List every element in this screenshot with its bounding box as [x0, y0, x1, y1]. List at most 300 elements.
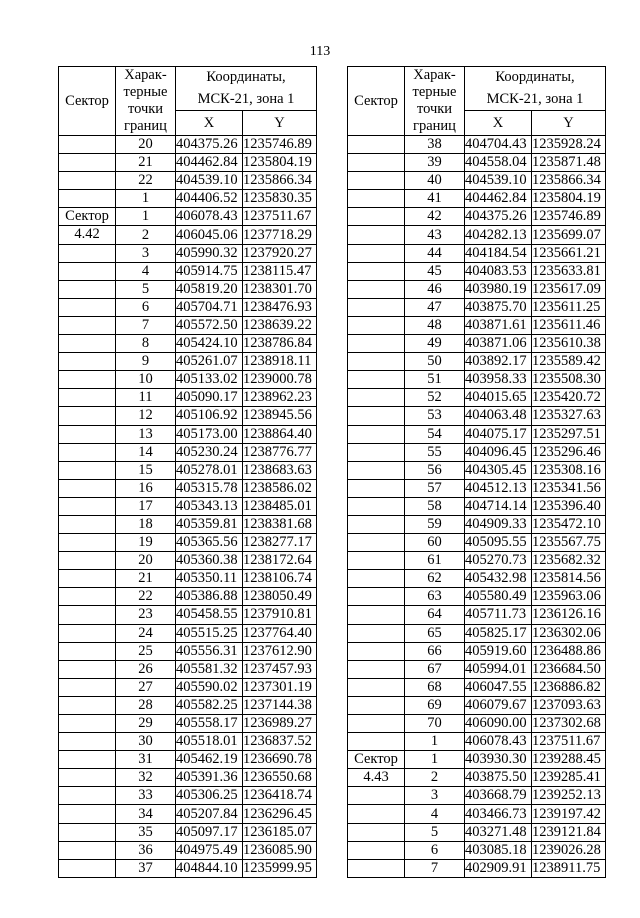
x-coordinate-cell: 405580.49	[465, 588, 532, 606]
x-coordinate-cell: 405462.19	[176, 751, 243, 769]
x-coordinate-cell: 405581.32	[176, 660, 243, 678]
sector-cell	[348, 407, 405, 425]
point-number-cell: 52	[405, 389, 465, 407]
point-number-cell: 55	[405, 443, 465, 461]
y-coordinate-cell: 1237301.19	[243, 678, 317, 696]
sector-cell	[59, 570, 116, 588]
sector-cell	[59, 606, 116, 624]
point-number-cell: 14	[116, 443, 176, 461]
sector-cell	[59, 787, 116, 805]
y-coordinate-cell: 1236302.06	[532, 624, 606, 642]
y-coordinate-cell: 1237093.63	[532, 696, 606, 714]
y-coordinate-cell: 1237718.29	[243, 226, 317, 244]
sector-cell	[59, 515, 116, 533]
table-row	[348, 371, 606, 389]
table-row	[348, 751, 606, 769]
sector-cell	[59, 859, 116, 877]
point-number-cell: 5	[405, 823, 465, 841]
x-coordinate-cell: 405365.56	[176, 534, 243, 552]
sector-cell	[348, 552, 405, 570]
sector-cell	[59, 316, 116, 334]
table-row	[348, 696, 606, 714]
table-row	[348, 841, 606, 859]
sector-cell	[59, 841, 116, 859]
point-number-cell: 28	[116, 696, 176, 714]
x-coordinate-cell: 406045.06	[176, 226, 243, 244]
x-coordinate-cell: 406078.43	[176, 208, 243, 226]
y-coordinate-cell: 1236886.82	[532, 678, 606, 696]
table-row	[59, 479, 317, 497]
sector-cell	[59, 425, 116, 443]
table-row	[348, 497, 606, 515]
sector-cell	[348, 497, 405, 515]
x-coordinate-cell: 405230.24	[176, 443, 243, 461]
x-coordinate-cell: 404844.10	[176, 859, 243, 877]
point-number-cell: 1	[116, 190, 176, 208]
table-row	[59, 497, 317, 515]
point-number-cell: 37	[116, 859, 176, 877]
x-coordinate-cell: 405106.92	[176, 407, 243, 425]
y-coordinate-cell: 1238381.68	[243, 515, 317, 533]
table-row	[59, 425, 317, 443]
point-number-cell: 54	[405, 425, 465, 443]
sector-cell	[348, 678, 405, 696]
x-coordinate-cell: 404462.84	[176, 154, 243, 172]
table-row	[59, 226, 317, 244]
y-coordinate-cell: 1237511.67	[532, 733, 606, 751]
point-number-cell: 5	[116, 280, 176, 298]
point-number-cell: 2	[116, 226, 176, 244]
table-row	[59, 244, 317, 262]
y-coordinate-cell: 1235611.25	[532, 298, 606, 316]
y-coordinate-cell: 1235928.24	[532, 136, 606, 154]
sector-cell	[348, 226, 405, 244]
y-coordinate-cell: 1238106.74	[243, 570, 317, 588]
y-coordinate-cell: 1235508.30	[532, 371, 606, 389]
point-number-cell: 44	[405, 244, 465, 262]
point-number-cell: 62	[405, 570, 465, 588]
x-coordinate-cell: 405095.55	[465, 534, 532, 552]
point-number-cell: 21	[116, 570, 176, 588]
x-coordinate-cell: 405386.88	[176, 588, 243, 606]
coordinates-table-right	[347, 66, 606, 878]
table-row	[59, 570, 317, 588]
sector-cell: Сектор	[348, 751, 405, 769]
y-coordinate-cell: 1236690.78	[243, 751, 317, 769]
point-number-cell: 50	[405, 353, 465, 371]
table-row	[348, 136, 606, 154]
table-row	[348, 733, 606, 751]
y-coordinate-cell: 1235341.56	[532, 479, 606, 497]
x-coordinate-cell: 403875.70	[465, 298, 532, 316]
table-row	[59, 624, 317, 642]
table-row	[59, 389, 317, 407]
x-coordinate-cell: 403980.19	[465, 280, 532, 298]
y-coordinate-cell: 1235472.10	[532, 515, 606, 533]
table-row	[59, 335, 317, 353]
table-row	[348, 859, 606, 877]
point-number-cell: 8	[116, 335, 176, 353]
table-row	[348, 588, 606, 606]
sector-cell	[59, 678, 116, 696]
header-x: X	[465, 111, 532, 136]
sector-cell	[348, 660, 405, 678]
x-coordinate-cell: 405515.25	[176, 624, 243, 642]
sector-cell	[348, 154, 405, 172]
x-coordinate-cell: 405315.78	[176, 479, 243, 497]
sector-cell	[59, 733, 116, 751]
table-row	[348, 642, 606, 660]
table-row	[59, 407, 317, 425]
table-row	[348, 570, 606, 588]
point-number-cell: 48	[405, 316, 465, 334]
sector-cell	[59, 407, 116, 425]
sector-cell	[59, 624, 116, 642]
x-coordinate-cell: 403271.48	[465, 823, 532, 841]
point-number-cell: 40	[405, 172, 465, 190]
x-coordinate-cell: 405590.02	[176, 678, 243, 696]
table-row	[59, 316, 317, 334]
sector-cell	[348, 534, 405, 552]
table-row	[348, 335, 606, 353]
point-number-cell: 67	[405, 660, 465, 678]
sector-cell	[348, 244, 405, 262]
sector-cell	[348, 208, 405, 226]
y-coordinate-cell: 1235617.09	[532, 280, 606, 298]
y-coordinate-cell: 1239288.45	[532, 751, 606, 769]
point-number-cell: 66	[405, 642, 465, 660]
point-number-cell: 10	[116, 371, 176, 389]
point-number-cell: 59	[405, 515, 465, 533]
x-coordinate-cell: 405343.13	[176, 497, 243, 515]
x-coordinate-cell: 405556.31	[176, 642, 243, 660]
y-coordinate-cell: 1237511.67	[243, 208, 317, 226]
y-coordinate-cell: 1235610.38	[532, 335, 606, 353]
sector-cell	[348, 389, 405, 407]
sector-cell	[348, 588, 405, 606]
table-row	[348, 190, 606, 208]
point-number-cell: 68	[405, 678, 465, 696]
table-row	[59, 588, 317, 606]
header-boundary-points: Харак- терные точки границ	[405, 67, 465, 136]
x-coordinate-cell: 406090.00	[465, 715, 532, 733]
table-row	[59, 298, 317, 316]
y-coordinate-cell: 1235866.34	[243, 172, 317, 190]
y-coordinate-cell: 1235804.19	[532, 190, 606, 208]
page-number: 113	[309, 44, 331, 59]
y-coordinate-cell: 1236126.16	[532, 606, 606, 624]
y-coordinate-cell: 1237910.81	[243, 606, 317, 624]
x-coordinate-cell: 405270.73	[465, 552, 532, 570]
table-row	[59, 606, 317, 624]
x-coordinate-cell: 405207.84	[176, 805, 243, 823]
table-row	[348, 172, 606, 190]
sector-cell: 4.42	[59, 226, 116, 244]
y-coordinate-cell: 1237612.90	[243, 642, 317, 660]
y-coordinate-cell: 1238301.70	[243, 280, 317, 298]
point-number-cell: 53	[405, 407, 465, 425]
sector-cell	[59, 751, 116, 769]
x-coordinate-cell: 405097.17	[176, 823, 243, 841]
x-coordinate-cell: 404282.13	[465, 226, 532, 244]
sector-cell	[59, 172, 116, 190]
point-number-cell: 27	[116, 678, 176, 696]
header-coordinate-system: МСК-21, зона 1	[465, 89, 606, 111]
point-number-cell: 17	[116, 497, 176, 515]
sector-cell	[59, 660, 116, 678]
table-row	[348, 353, 606, 371]
header-boundary-points: Харак- терные точки границ	[116, 67, 176, 136]
header-sector: Сектор	[59, 67, 116, 136]
sector-cell	[348, 461, 405, 479]
x-coordinate-cell: 405914.75	[176, 262, 243, 280]
point-number-cell: 3	[405, 787, 465, 805]
table-row	[348, 823, 606, 841]
y-coordinate-cell: 1239252.13	[532, 787, 606, 805]
sector-cell: 4.43	[348, 769, 405, 787]
y-coordinate-cell: 1238911.75	[532, 859, 606, 877]
x-coordinate-cell: 405558.17	[176, 715, 243, 733]
x-coordinate-cell: 403668.79	[465, 787, 532, 805]
table-row	[348, 443, 606, 461]
x-coordinate-cell: 405994.01	[465, 660, 532, 678]
header-y: Y	[532, 111, 606, 136]
sector-cell	[59, 715, 116, 733]
y-coordinate-cell: 1235611.46	[532, 316, 606, 334]
y-coordinate-cell: 1238172.64	[243, 552, 317, 570]
table-row	[59, 769, 317, 787]
table-row	[348, 316, 606, 334]
point-number-cell: 61	[405, 552, 465, 570]
table-row	[59, 859, 317, 877]
y-coordinate-cell: 1239121.84	[532, 823, 606, 841]
header-coordinates: Координаты,	[465, 67, 606, 89]
point-number-cell: 65	[405, 624, 465, 642]
point-number-cell: 12	[116, 407, 176, 425]
y-coordinate-cell: 1235963.06	[532, 588, 606, 606]
sector-cell	[59, 461, 116, 479]
x-coordinate-cell: 404063.48	[465, 407, 532, 425]
sector-cell	[348, 841, 405, 859]
point-number-cell: 30	[116, 733, 176, 751]
x-coordinate-cell: 405090.17	[176, 389, 243, 407]
sector-cell	[59, 154, 116, 172]
point-number-cell: 70	[405, 715, 465, 733]
point-number-cell: 43	[405, 226, 465, 244]
y-coordinate-cell: 1236296.45	[243, 805, 317, 823]
table-row	[348, 534, 606, 552]
x-coordinate-cell: 403892.17	[465, 353, 532, 371]
y-coordinate-cell: 1239285.41	[532, 769, 606, 787]
table-row	[348, 154, 606, 172]
y-coordinate-cell: 1238277.17	[243, 534, 317, 552]
x-coordinate-cell: 406078.43	[465, 733, 532, 751]
y-coordinate-cell: 1235746.89	[532, 208, 606, 226]
sector-cell	[59, 262, 116, 280]
table-row	[59, 715, 317, 733]
point-number-cell: 60	[405, 534, 465, 552]
x-coordinate-cell: 405350.11	[176, 570, 243, 588]
point-number-cell: 26	[116, 660, 176, 678]
x-coordinate-cell: 402909.91	[465, 859, 532, 877]
table-row	[59, 534, 317, 552]
y-coordinate-cell: 1238776.77	[243, 443, 317, 461]
point-number-cell: 36	[116, 841, 176, 859]
point-number-cell: 6	[405, 841, 465, 859]
point-number-cell: 22	[116, 172, 176, 190]
sector-cell	[348, 570, 405, 588]
table-row	[59, 823, 317, 841]
sector-cell	[348, 715, 405, 733]
point-number-cell: 38	[405, 136, 465, 154]
y-coordinate-cell: 1235830.35	[243, 190, 317, 208]
y-coordinate-cell: 1238786.84	[243, 335, 317, 353]
point-number-cell: 16	[116, 479, 176, 497]
x-coordinate-cell: 404096.45	[465, 443, 532, 461]
point-number-cell: 46	[405, 280, 465, 298]
sector-cell	[348, 172, 405, 190]
y-coordinate-cell: 1235327.63	[532, 407, 606, 425]
sector-cell	[59, 136, 116, 154]
y-coordinate-cell: 1239197.42	[532, 805, 606, 823]
x-coordinate-cell: 404512.13	[465, 479, 532, 497]
y-coordinate-cell: 1235871.48	[532, 154, 606, 172]
y-coordinate-cell: 1235682.32	[532, 552, 606, 570]
y-coordinate-cell: 1238864.40	[243, 425, 317, 443]
x-coordinate-cell: 405582.25	[176, 696, 243, 714]
header-y: Y	[243, 111, 317, 136]
point-number-cell: 1	[116, 208, 176, 226]
sector-cell	[59, 696, 116, 714]
sector-cell	[348, 606, 405, 624]
y-coordinate-cell: 1235999.95	[243, 859, 317, 877]
point-number-cell: 32	[116, 769, 176, 787]
x-coordinate-cell: 405518.01	[176, 733, 243, 751]
x-coordinate-cell: 404539.10	[465, 172, 532, 190]
sector-cell	[59, 552, 116, 570]
sector-cell	[59, 298, 116, 316]
x-coordinate-cell: 405572.50	[176, 316, 243, 334]
x-coordinate-cell: 403875.50	[465, 769, 532, 787]
y-coordinate-cell: 1235420.72	[532, 389, 606, 407]
x-coordinate-cell: 403466.73	[465, 805, 532, 823]
x-coordinate-cell: 403085.18	[465, 841, 532, 859]
sector-cell	[348, 443, 405, 461]
table-row	[59, 208, 317, 226]
x-coordinate-cell: 404558.04	[465, 154, 532, 172]
x-coordinate-cell: 403930.30	[465, 751, 532, 769]
table-row	[348, 425, 606, 443]
header-sector: Сектор	[348, 67, 405, 136]
table-row	[348, 769, 606, 787]
table-row	[348, 407, 606, 425]
sector-cell	[348, 787, 405, 805]
sector-cell	[348, 805, 405, 823]
table-row	[348, 515, 606, 533]
table-row	[348, 715, 606, 733]
sector-cell	[348, 136, 405, 154]
sector-cell	[59, 497, 116, 515]
table-row	[348, 606, 606, 624]
point-number-cell: 22	[116, 588, 176, 606]
x-coordinate-cell: 405819.20	[176, 280, 243, 298]
point-number-cell: 25	[116, 642, 176, 660]
y-coordinate-cell: 1235746.89	[243, 136, 317, 154]
table-row	[348, 244, 606, 262]
sector-cell	[59, 534, 116, 552]
x-coordinate-cell: 405825.17	[465, 624, 532, 642]
x-coordinate-cell: 403871.61	[465, 316, 532, 334]
table-row	[348, 678, 606, 696]
point-number-cell: 1	[405, 733, 465, 751]
y-coordinate-cell: 1235567.75	[532, 534, 606, 552]
y-coordinate-cell: 1238639.22	[243, 316, 317, 334]
x-coordinate-cell: 405424.10	[176, 335, 243, 353]
y-coordinate-cell: 1238683.63	[243, 461, 317, 479]
point-number-cell: 45	[405, 262, 465, 280]
y-coordinate-cell: 1235308.16	[532, 461, 606, 479]
table-row	[59, 552, 317, 570]
y-coordinate-cell: 1237302.68	[532, 715, 606, 733]
y-coordinate-cell: 1238918.11	[243, 353, 317, 371]
y-coordinate-cell: 1235804.19	[243, 154, 317, 172]
point-number-cell: 39	[405, 154, 465, 172]
x-coordinate-cell: 404375.26	[176, 136, 243, 154]
x-coordinate-cell: 404083.53	[465, 262, 532, 280]
sector-cell	[348, 335, 405, 353]
sector-cell	[348, 425, 405, 443]
x-coordinate-cell: 405261.07	[176, 353, 243, 371]
point-number-cell: 2	[405, 769, 465, 787]
point-number-cell: 42	[405, 208, 465, 226]
y-coordinate-cell: 1236837.52	[243, 733, 317, 751]
x-coordinate-cell: 404075.17	[465, 425, 532, 443]
point-number-cell: 9	[116, 353, 176, 371]
sector-cell	[59, 280, 116, 298]
sector-cell	[59, 443, 116, 461]
point-number-cell: 56	[405, 461, 465, 479]
table-row	[348, 624, 606, 642]
x-coordinate-cell: 404909.33	[465, 515, 532, 533]
table-row	[59, 678, 317, 696]
table-row	[59, 696, 317, 714]
sector-cell	[348, 190, 405, 208]
y-coordinate-cell: 1236185.07	[243, 823, 317, 841]
table-row	[59, 262, 317, 280]
y-coordinate-cell: 1236989.27	[243, 715, 317, 733]
y-coordinate-cell: 1236550.68	[243, 769, 317, 787]
y-coordinate-cell: 1238115.47	[243, 262, 317, 280]
x-coordinate-cell: 405306.25	[176, 787, 243, 805]
point-number-cell: 20	[116, 552, 176, 570]
y-coordinate-cell: 1235589.42	[532, 353, 606, 371]
y-coordinate-cell: 1235633.81	[532, 262, 606, 280]
table-row	[59, 660, 317, 678]
sector-cell	[348, 371, 405, 389]
table-row	[348, 461, 606, 479]
x-coordinate-cell: 405919.60	[465, 642, 532, 660]
point-number-cell: 20	[116, 136, 176, 154]
sector-cell	[59, 190, 116, 208]
y-coordinate-cell: 1238050.49	[243, 588, 317, 606]
x-coordinate-cell: 403871.06	[465, 335, 532, 353]
y-coordinate-cell: 1236085.90	[243, 841, 317, 859]
x-coordinate-cell: 404539.10	[176, 172, 243, 190]
x-coordinate-cell: 406047.55	[465, 678, 532, 696]
table-row	[59, 805, 317, 823]
y-coordinate-cell: 1238476.93	[243, 298, 317, 316]
sector-cell	[348, 479, 405, 497]
